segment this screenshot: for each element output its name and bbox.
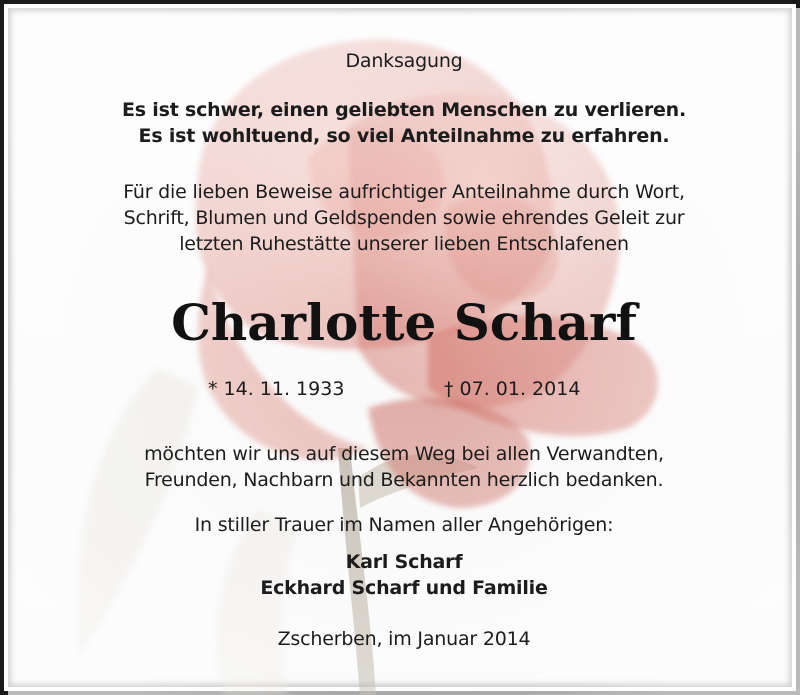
intro-line-1: Für die lieben Beweise aufrichtiger Anteilnahme durch Wort, xyxy=(123,181,685,203)
place-date: Zscherben, im Januar 2014 xyxy=(277,628,531,650)
motto-line-1: Es ist schwer, einen geliebten Menschen zu verlieren. xyxy=(121,99,687,121)
death-date: † 07. 01. 2014 xyxy=(444,378,581,400)
deceased-name: Charlotte Scharf xyxy=(171,293,637,352)
thanks-line-2: Freunden, Nachbarn und Bekannten herzlich bedanken. xyxy=(144,469,664,491)
intro-text xyxy=(4,179,800,257)
mourning-line: In stiller Trauer im Namen aller Angehörigen: xyxy=(194,514,614,536)
intro-line-2: Schrift, Blumen und Geldspenden sowie ehrendes Geleit zur xyxy=(123,207,685,229)
motto-line-2: Es ist wohltuend, so viel Anteilnahme zu erfahren. xyxy=(138,125,670,147)
thanks-text xyxy=(4,441,800,493)
signer-1: Karl Scharf xyxy=(345,551,463,573)
signers xyxy=(4,549,800,601)
notice-heading: Danksagung xyxy=(345,50,463,72)
signer-2: Eckhard Scharf und Familie xyxy=(260,577,548,599)
motto xyxy=(4,97,800,149)
thanks-line-1: möchten wir uns auf diesem Weg bei allen Verwandten, xyxy=(144,443,664,465)
intro-line-3: letzten Ruhestätte unserer lieben Entschlafenen xyxy=(179,233,629,255)
birth-date: * 14. 11. 1933 xyxy=(208,378,345,400)
